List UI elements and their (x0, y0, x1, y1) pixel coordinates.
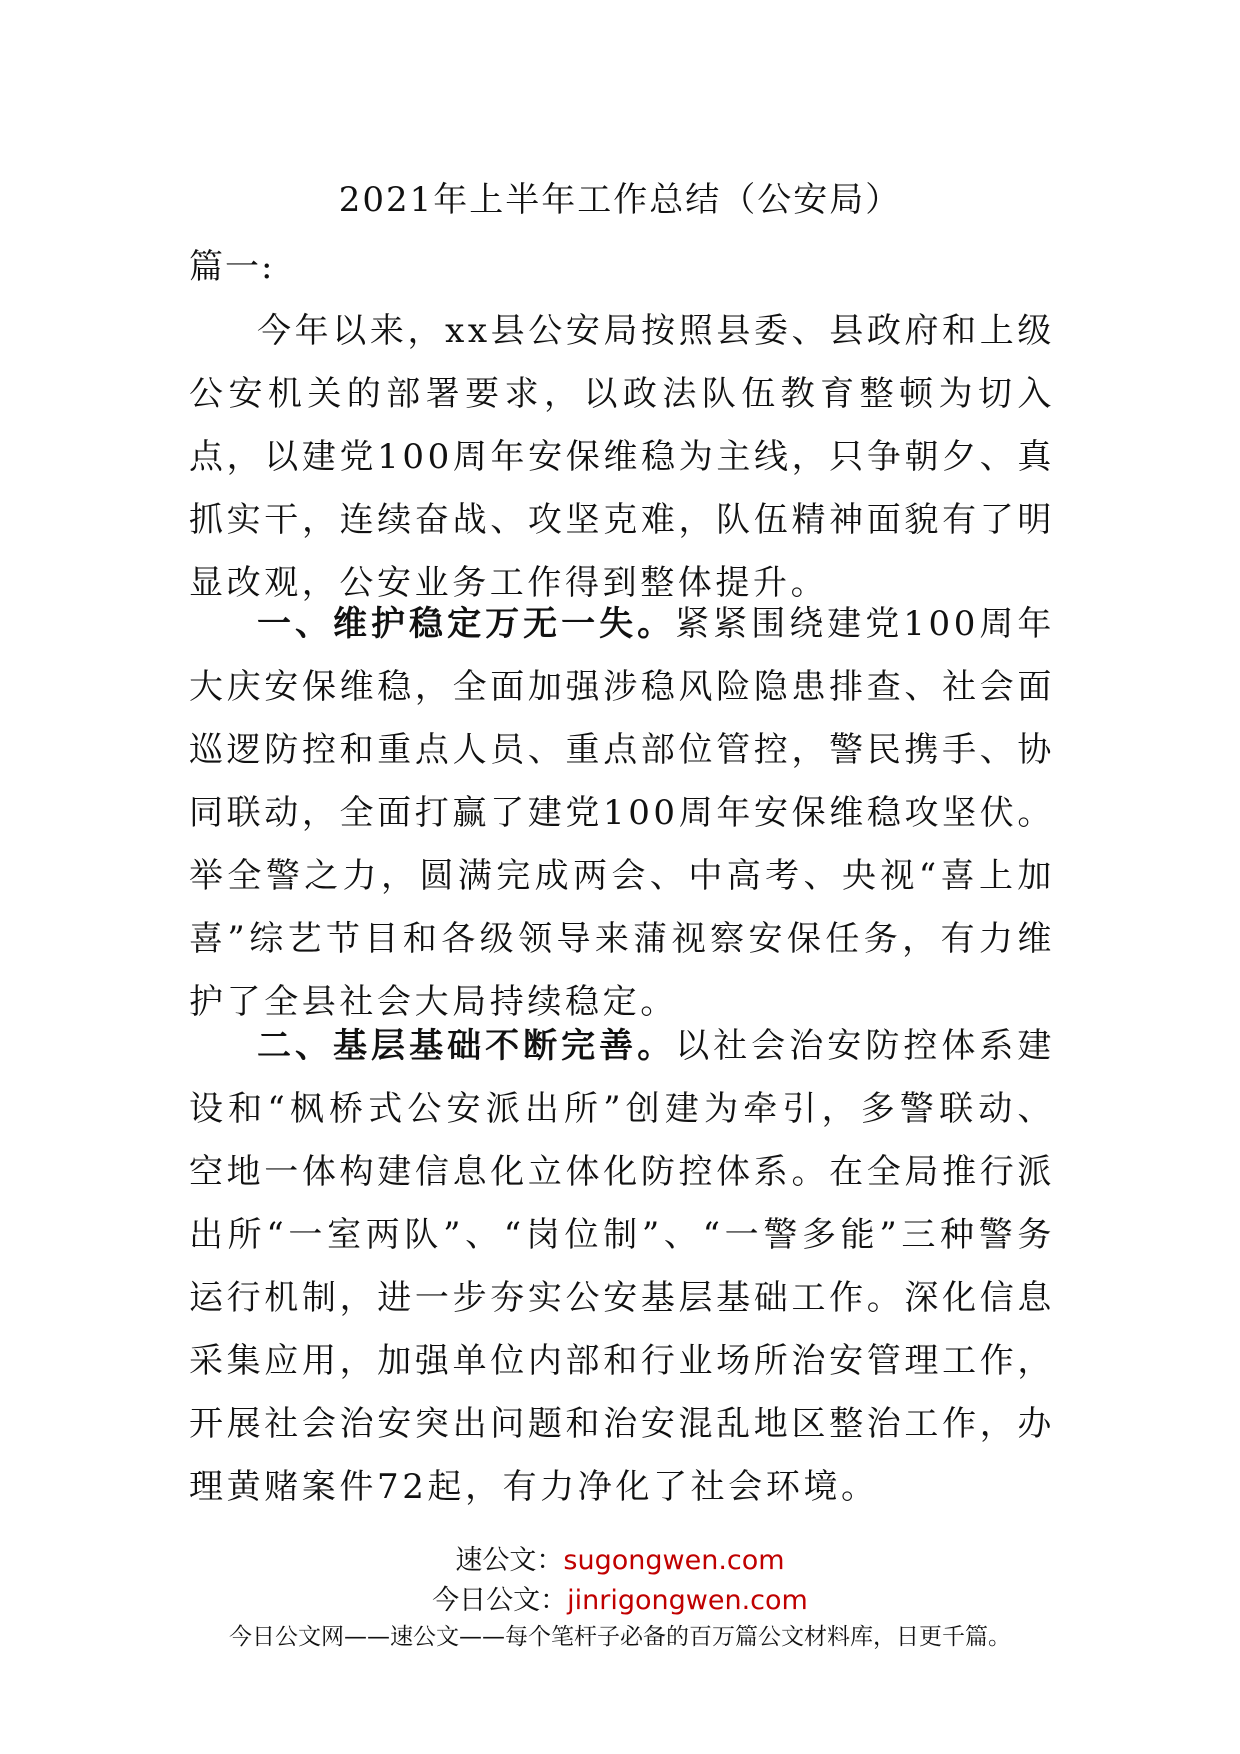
section-2-body: 以社会治安防控体系建设和“枫桥式公安派出所”创建为牵引，多警联动、空地一体构建信息化立体化防控体系。在全局推行派出所“一室两队”、“岗位制”、“一警多能”三种警务运行机制，进一步夯实公安基层基础工作。深化信息采集应用，加强单位内部和行业场所治安管理工作，开展社会治安突出问题和治安混乱地区整治工作，办理黄赌案件72起，有力净化了社会环境。 (189, 1026, 1055, 1507)
section-1-heading: 一、维护稳定万无一失。 (257, 604, 676, 644)
section-2-paragraph (189, 1015, 1055, 1519)
footer-slogan: 今日公文网——速公文——每个笔杆子必备的百万篇公文材料库，日更千篇。 (229, 1624, 1011, 1650)
section-1-paragraph (189, 593, 1055, 1034)
jinrigongwen-link[interactable]: jinrigongwen.com (567, 1585, 808, 1616)
section-1-body: 紧紧围绕建党100周年大庆安保维稳，全面加强涉稳风险隐患排查、社会面巡逻防控和重点人员、重点部位管控，警民携手、协同联动，全面打赢了建党100周年安保维稳攻坚伏。举全警之力，圆满完成两会、中高考、央视“喜上加喜”综艺节目和各级领导来蒲视察安保任务，有力维护了全县社会大局持续稳定。 (189, 604, 1055, 1022)
sugongwen-link[interactable]: sugongwen.com (563, 1545, 785, 1576)
footer-sugongwen-label: 速公文： (455, 1545, 564, 1576)
document-title: 2021年上半年工作总结（公安局） (338, 180, 902, 220)
intro-paragraph: 今年以来，xx县公安局按照县委、县政府和上级公安机关的部署要求，以政法队伍教育整顿为切入点，以建党100周年安保维稳为主线，只争朝夕、真抓实干，连续奋战、攻坚克难，队伍精神面貌有了明显改观，公安业务工作得到整体提升。 (189, 311, 1055, 603)
footer-jinrigongwen-label: 今日公文： (432, 1585, 568, 1616)
footer-line-sugongwen (0, 1543, 1240, 1579)
footer-line-jinrigongwen (0, 1583, 1240, 1619)
part-label: 篇一: (189, 247, 275, 287)
section-2-heading: 二、基层基础不断完善。 (257, 1026, 676, 1066)
